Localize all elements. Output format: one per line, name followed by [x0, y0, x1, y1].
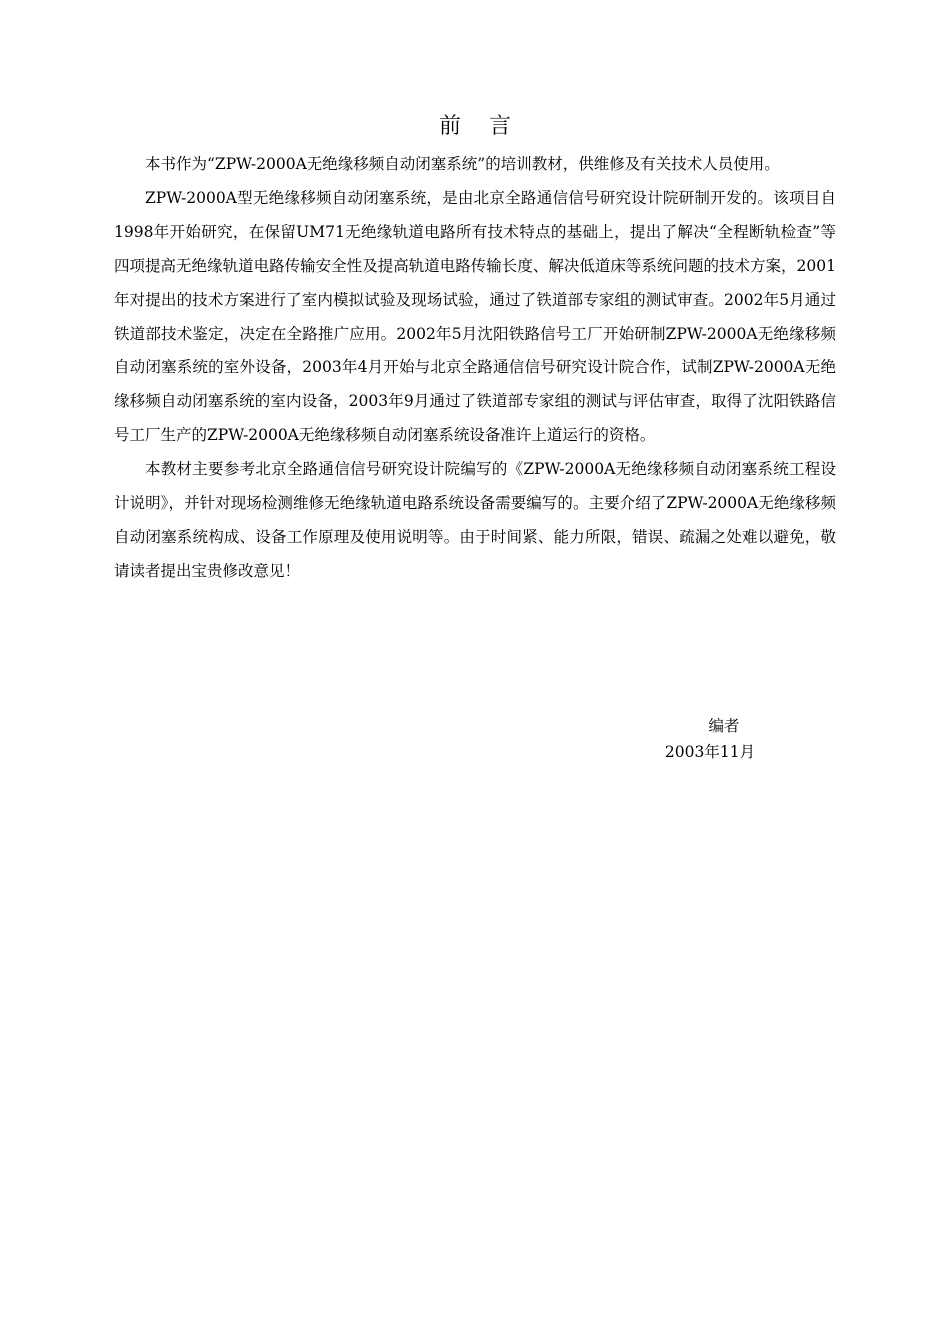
page-title: 前 言 — [439, 114, 511, 139]
paragraph-1: 本书作为“ZPW-2000A无绝缘移频自动闭塞系统”的培训教材，供维修及有关技术人员使用。 — [145, 155, 780, 173]
signature-block — [620, 713, 800, 765]
paragraph-2: ZPW-2000A型无绝缘移频自动闭塞系统，是由北京全路通信信号研究设计院研制开发的。该项目自1998年开始研究，在保留UM71无绝缘轨道电路所有技术特点的基础上，提出了解决“全程断轨检查”等四项提高无绝缘轨道电路传输安全性及提高轨道电路传输长度、解决低道床等系统问题的技术方案，2001年对提出的技术方案进行了室内模拟试验及现场试验，通过了铁道部专家组的测试审查。2002年5月通过铁道部技术鉴定，决定在全路推广应用。2002年5月沈阳铁路信号工厂开始研制ZPW-2000A无绝缘移频自动闭塞系统的室外设备，2003年4月开始与北京全路通信信号研究设计院合作，试制ZPW-2000A无绝缘移频自动闭塞系统的室内设备，2003年9月通过了铁道部专家组的测试与评估审查，取得了沈阳铁路信号工厂生产的ZPW-2000A无绝缘移频自动闭塞系统设备准许上道运行的资格。 — [114, 188, 836, 445]
paragraph-3: 本教材主要参考北京全路通信信号研究设计院编写的《ZPW-2000A无绝缘移频自动闭塞系统工程设计说明》，并针对现场检测维修无绝缘轨道电路系统设备需要编写的。主要介绍了ZPW-2000A无绝缘移频自动闭塞系统构成、设备工作原理及使用说明等。由于时间紧、能力所限，错误、疏漏之处难以避免，敬请读者提出宝贵修改意见！ — [114, 460, 836, 580]
signature-author: 编者 — [708, 717, 740, 735]
signature-date: 2003年11月 — [664, 743, 756, 761]
preface-body — [114, 148, 836, 589]
